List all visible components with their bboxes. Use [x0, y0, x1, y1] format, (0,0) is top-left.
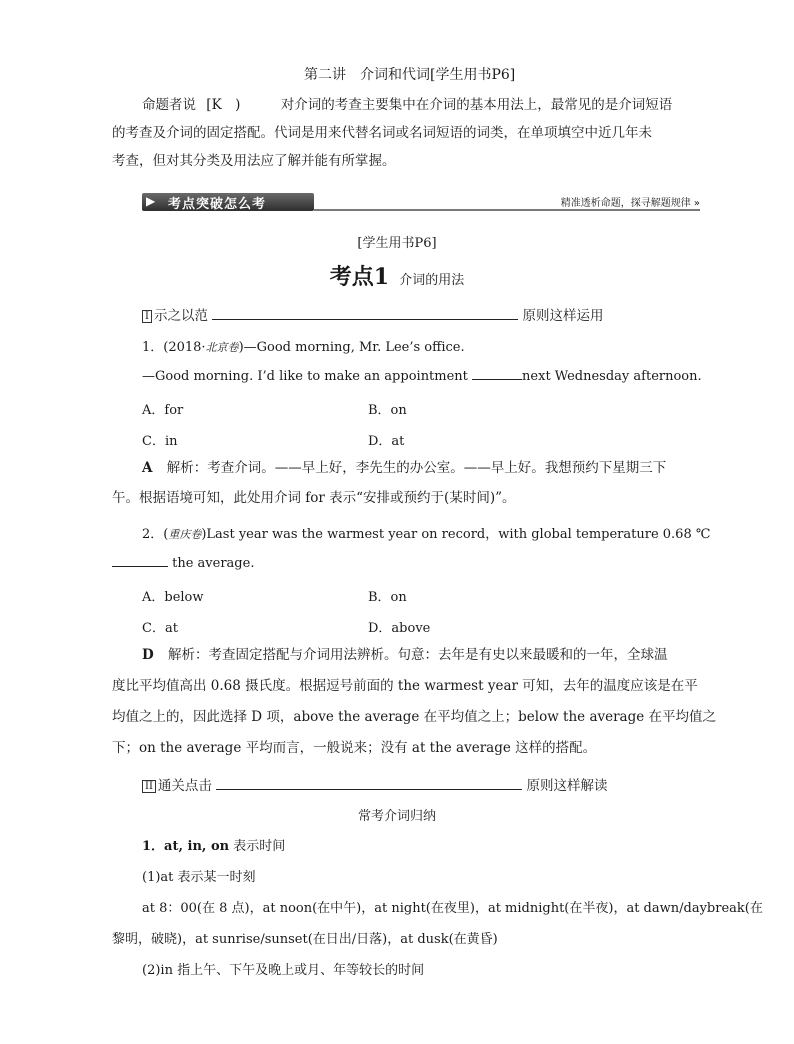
- intro-text-1: 对介词的考查主要集中在介词的基本用法上，最常见的是介词短语: [280, 97, 673, 113]
- section-banner: [142, 193, 700, 213]
- q1-option-a: A．for: [142, 403, 184, 418]
- kaodian-label: 考点1: [329, 264, 390, 290]
- q1-explanation-1: [112, 455, 702, 482]
- page-title: 第二讲 介词和代词[学生用书P6]: [304, 67, 516, 83]
- part-one-left: 示之以范: [153, 308, 208, 324]
- part-two-rule: [216, 777, 522, 790]
- intro-label: 命题者说: [142, 97, 196, 113]
- intro-bracket: [K ): [206, 97, 241, 113]
- part-one-number: I: [142, 310, 152, 323]
- q2-option-d: D．above: [368, 621, 431, 636]
- intro-line-1: [112, 92, 702, 119]
- q1-line-2a: —Good morning. I’d like to make an appointment: [142, 369, 473, 384]
- part-one-rule: [212, 307, 518, 320]
- part-two-number: II: [142, 780, 156, 793]
- summary-sub-1-example-1: at 8：00(在 8 点)，at noon(在中午)，at night(在夜里)，at midnight(在半夜)，at dawn/daybreak(在: [142, 901, 763, 916]
- q2-source: 重庆卷: [168, 528, 202, 541]
- q1-source: 北京卷: [205, 341, 239, 354]
- q2-stem: [142, 523, 710, 542]
- part-one-right: 原则这样运用: [522, 308, 604, 324]
- q1-stem-text: )—Good morning, Mr. Lee’s office.: [238, 340, 465, 355]
- summary-sub-1-example-2: 黎明，破晓)，at sunrise/sunset(在日出/日落)，at dusk(在黄昏): [112, 932, 498, 947]
- q1-exp-text-1: 解析：考查介词。——早上好，李先生的办公室。——早上好。我想预约下星期三下: [166, 460, 667, 476]
- q1-option-d: D．at: [368, 434, 405, 449]
- kaodian-title: 介词的用法: [399, 273, 465, 288]
- q2-explanation-1: [112, 642, 702, 669]
- q1-option-b: B．on: [368, 403, 407, 418]
- intro-line-3: 考查，但对其分类及用法应了解并能有所掌握。: [112, 153, 396, 169]
- intro-line-2: 的考查及介词的固定搭配。代词是用来代替名词或名词短语的词类，在单项填空中近几年未: [112, 125, 652, 141]
- q2-answer: D: [142, 647, 154, 663]
- q2-exp-text-1: 解析：考查固定搭配与介词用法辨析。句意：去年是有史以来最暖和的一年，全球温: [168, 647, 668, 663]
- q2-explanation-3: 均值之上的，因此选择 D 项，above the average 在平均值之上；below the average 在平均值之: [112, 709, 717, 725]
- q2-option-b: B．on: [368, 590, 407, 605]
- play-arrow-icon: ▶: [146, 194, 156, 208]
- q2-prefix: 2．(: [142, 527, 169, 542]
- q2-explanation-4: 下；on the average 平均而言，一般说来；没有 at the average 这样的搭配。: [112, 740, 597, 756]
- kaodian-heading: [0, 260, 794, 291]
- q2-option-a: A．below: [142, 590, 204, 605]
- part-two-left: 通关点击: [157, 778, 212, 794]
- banner-tagline: 精准透析命题，探寻解题规律 »: [560, 198, 700, 209]
- book-reference: [学生用书P6]: [357, 236, 437, 251]
- part-two-heading: [142, 774, 608, 794]
- q2-line-2-text: the average.: [168, 556, 255, 571]
- q1-line-2: [142, 367, 702, 384]
- q1-prefix: 1．(2018·: [142, 340, 206, 355]
- q1-stem: [142, 336, 465, 355]
- banner-divider: [314, 209, 700, 211]
- q1-answer: A: [142, 460, 153, 476]
- summary-item-1: [142, 835, 285, 854]
- part-one-heading: [142, 304, 604, 324]
- q2-line-2: [112, 554, 254, 571]
- summary-item-1-title: 1．at, in, on: [142, 839, 230, 854]
- q1-explanation-2: 午。根据语境可知，此处用介词 for 表示“安排或预约于(某时间)”。: [112, 490, 516, 506]
- summary-heading: 常考介词归纳: [357, 809, 436, 824]
- q1-line-2b: next Wednesday afternoon.: [522, 369, 702, 384]
- q2-explanation-2: 度比平均值高出 0.68 摄氏度。根据逗号前面的 the warmest year 可知，去年的温度应该是在平: [112, 678, 698, 694]
- summary-sub-2: (2)in 指上午、下午及晚上或月、年等较长的时间: [142, 963, 425, 978]
- summary-sub-1: (1)at 表示某一时刻: [142, 870, 256, 885]
- summary-item-1-rest: 表示时间: [229, 839, 286, 854]
- q2-blank: [112, 554, 168, 567]
- q2-option-c: C．at: [142, 621, 178, 636]
- banner-title: 考点突破怎么考: [168, 197, 267, 212]
- q1-option-c: C．in: [142, 434, 178, 449]
- q2-stem-text: )Last year was the warmest year on record，with global temperature 0.68 ℃: [201, 527, 711, 542]
- part-two-right: 原则这样解读: [526, 778, 608, 794]
- q1-blank: [472, 367, 522, 380]
